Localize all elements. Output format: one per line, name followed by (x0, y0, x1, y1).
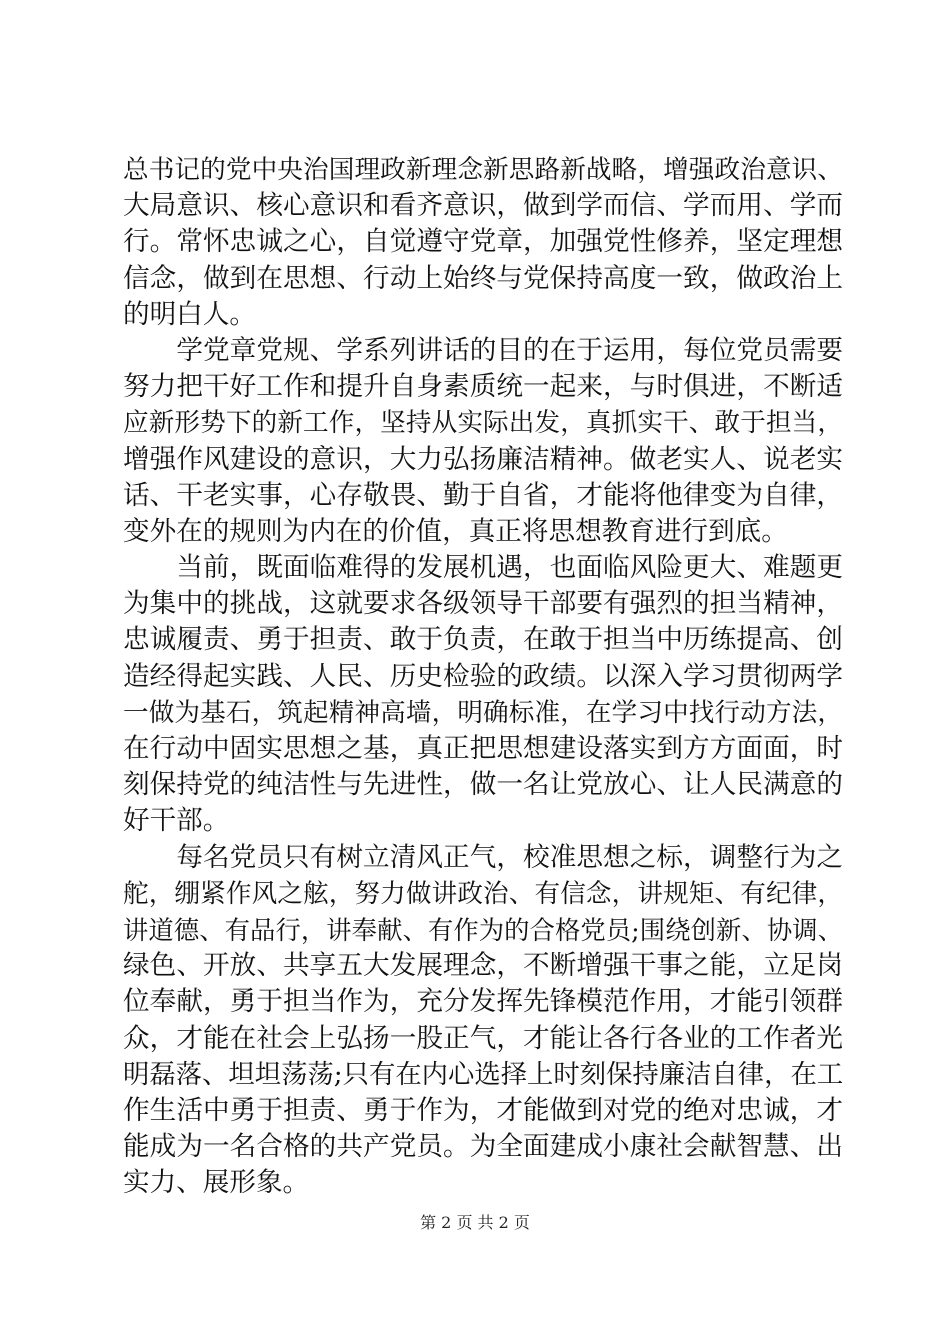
text-line: 努力把干好工作和提升自身素质统一起来，与时俱进，不断适 (123, 371, 843, 403)
text-line: 众，才能在社会上弘扬一股正气，才能让各行各业的工作者光 (123, 1022, 843, 1054)
text-line: 每名党员只有树立清风正气，校准思想之标，调整行为之 (123, 841, 843, 873)
text-line: 大局意识、核心意识和看齐意识，做到学而信、学而用、学而 (123, 190, 843, 222)
text-line: 位奉献，勇于担当作为，充分发挥先锋模范作用，才能引领群 (123, 986, 843, 1018)
text-line: 增强作风建设的意识，大力弘扬廉洁精神。做老实人、说老实 (123, 443, 843, 475)
document-body (123, 152, 843, 1201)
text-line: 为集中的挑战，这就要求各级领导干部要有强烈的担当精神， (123, 588, 843, 620)
paragraph-4 (123, 840, 843, 1202)
text-line: 实力、展形象。 (123, 1167, 310, 1199)
text-line: 作生活中勇于担责、勇于作为，才能做到对党的绝对忠诚，才 (123, 1094, 843, 1126)
text-line: 忠诚履责、勇于担责、敢于负责，在敢于担当中历练提高、创 (123, 624, 843, 656)
paragraph-3 (123, 550, 843, 840)
text-line: 总书记的党中央治国理政新理念新思路新战略，增强政治意识、 (123, 155, 843, 185)
text-line: 明磊落、坦坦荡荡;只有在内心选择上时刻保持廉洁自律，在工 (123, 1059, 844, 1090)
text-line: 好干部。 (123, 805, 230, 837)
page-number-footer: 第 2 页 共 2 页 (420, 1213, 530, 1232)
text-line: 能成为一名合格的共产党员。为全面建成小康社会献智慧、出 (123, 1131, 843, 1163)
text-line: 应新形势下的新工作，坚持从实际出发，真抓实干、敢于担当， (123, 408, 843, 439)
text-line: 的明白人。 (123, 298, 256, 330)
paragraph-1 (123, 152, 843, 333)
text-line: 绿色、开放、共享五大发展理念，不断增强干事之能，立足岗 (123, 950, 843, 982)
text-line: 变外在的规则为内在的价值，真正将思想教育进行到底。 (123, 515, 788, 547)
text-line: 造经得起实践、人民、历史检验的政绩。以深入学习贯彻两学 (123, 660, 843, 692)
text-line: 讲道德、有品行，讲奉献、有作为的合格党员;围绕创新、协调、 (123, 914, 843, 945)
text-line: 刻保持党的纯洁性与先进性，做一名让党放心、让人民满意的 (123, 769, 843, 801)
text-line: 学党章党规、学系列讲话的目的在于运用，每位党员需要 (123, 334, 843, 366)
text-line: 一做为基石，筑起精神高墙，明确标准，在学习中找行动方法， (123, 697, 843, 728)
text-line: 行。常怀忠诚之心，自觉遵守党章，加强党性修养，坚定理想 (123, 226, 843, 258)
text-line: 在行动中固实思想之基，真正把思想建设落实到方方面面，时 (123, 733, 843, 764)
text-line: 当前，既面临难得的发展机遇，也面临风险更大、难题更 (123, 552, 843, 584)
text-line: 信念，做到在思想、行动上始终与党保持高度一致，做政治上 (123, 262, 843, 294)
text-line: 舵，绷紧作风之舷，努力做讲政治、有信念，讲规矩、有纪律， (123, 878, 843, 909)
text-line: 话、干老实事，心存敬畏、勤于自省，才能将他律变为自律， (123, 479, 843, 511)
paragraph-2 (123, 333, 843, 550)
